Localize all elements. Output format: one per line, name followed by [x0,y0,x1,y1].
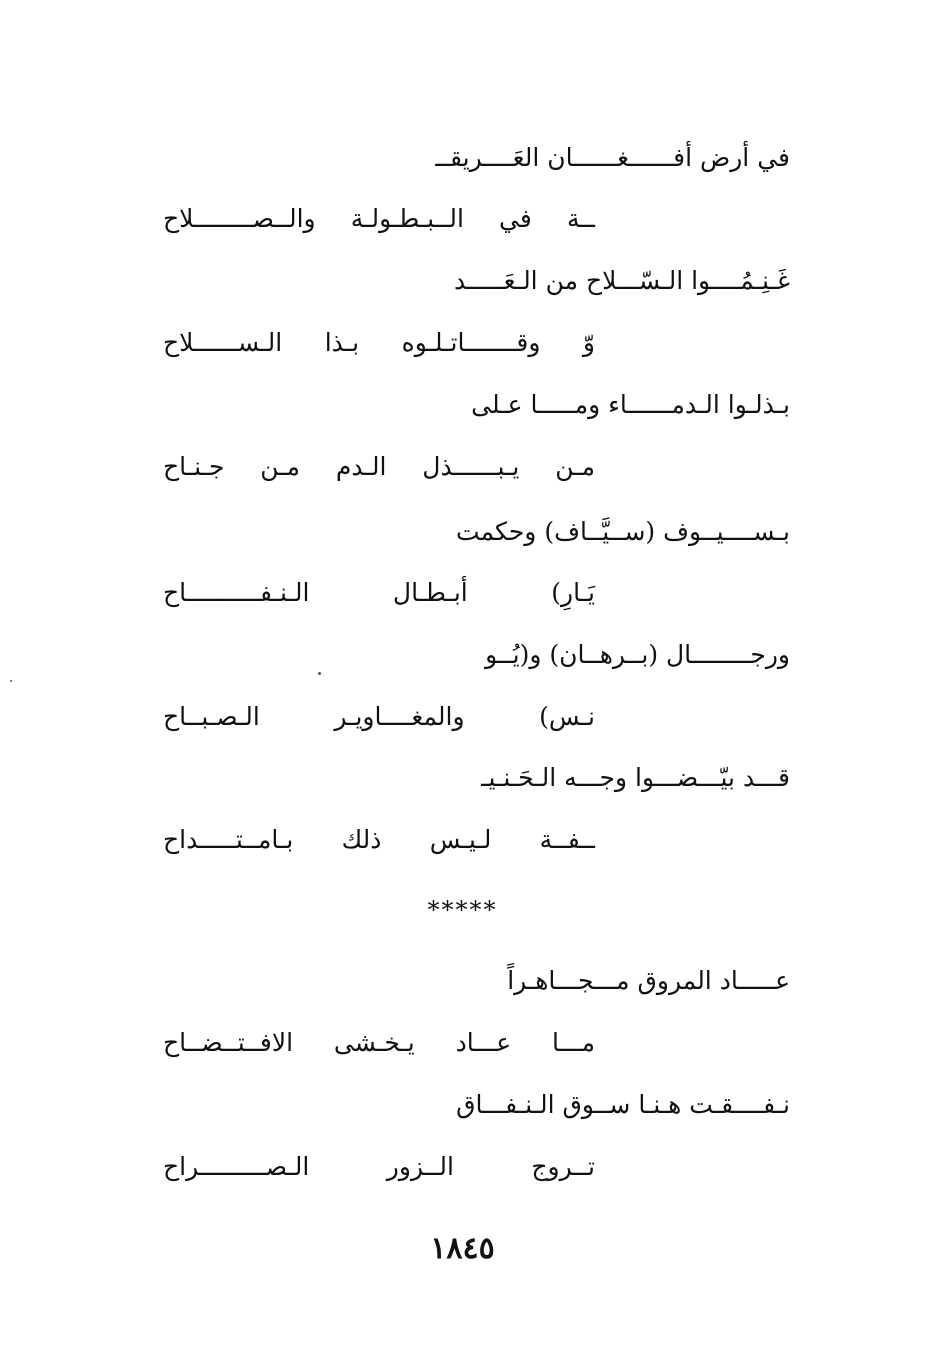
verse-line-1: في أرض أفــــــغــــــان العَــــريقــ [435,143,790,172]
verse-line-4: وّ وقـــــــاتـلـوه بـذا الـســــــلاح [163,328,595,357]
page-number: ١٨٤٥ [430,1231,495,1266]
verse-line-12: ــفــة لـيـس ذلك بـامــتـــــداح [163,825,595,854]
verse-line-7: بـســــيــوف (ســيَّــاف) وحكمت [456,517,790,546]
verse-line-5: بـذلـوا الـدمــــــاء ومـــــا عـلى [471,390,790,419]
verse-line-13: عـــــاد المروق مـــجـــاهـراً [507,966,790,995]
verse-line-14: مـــا عـــاد يـخـشى الافــتــضــاح [163,1028,595,1057]
verse-line-11: قـــد بيّـــضـــوا وجـــه الـحَـنـيـ [481,763,790,792]
verse-line-9: ورجــــــــال (بــرهــان) و(يُــو [485,640,790,669]
verse-line-15: نـفــــقـت هـنـا ســوق الـنـفـــاق [456,1090,790,1119]
verse-line-8: يَـارِ) أبـطـال الـنـفــــــــــاح [163,578,595,607]
verse-line-10: نـس) والمغــــاويـر الـصـبــاح [163,702,595,731]
verse-line-16: تــروج الــزور الـصـــــــــراح [163,1152,595,1181]
scan-speck [318,672,321,675]
verse-line-3: غَـنِـمُــــوا الـسّـــلاح من الـعَـــــد [453,266,790,295]
verse-line-6: مـن يـبــــــذل الـدم مـن جـنـاح [163,452,595,481]
section-separator: ***** [427,896,498,924]
verse-line-2: ــة في الــبـطـولـة والــصــــــــلاح [163,204,595,233]
scan-speck [10,680,12,682]
